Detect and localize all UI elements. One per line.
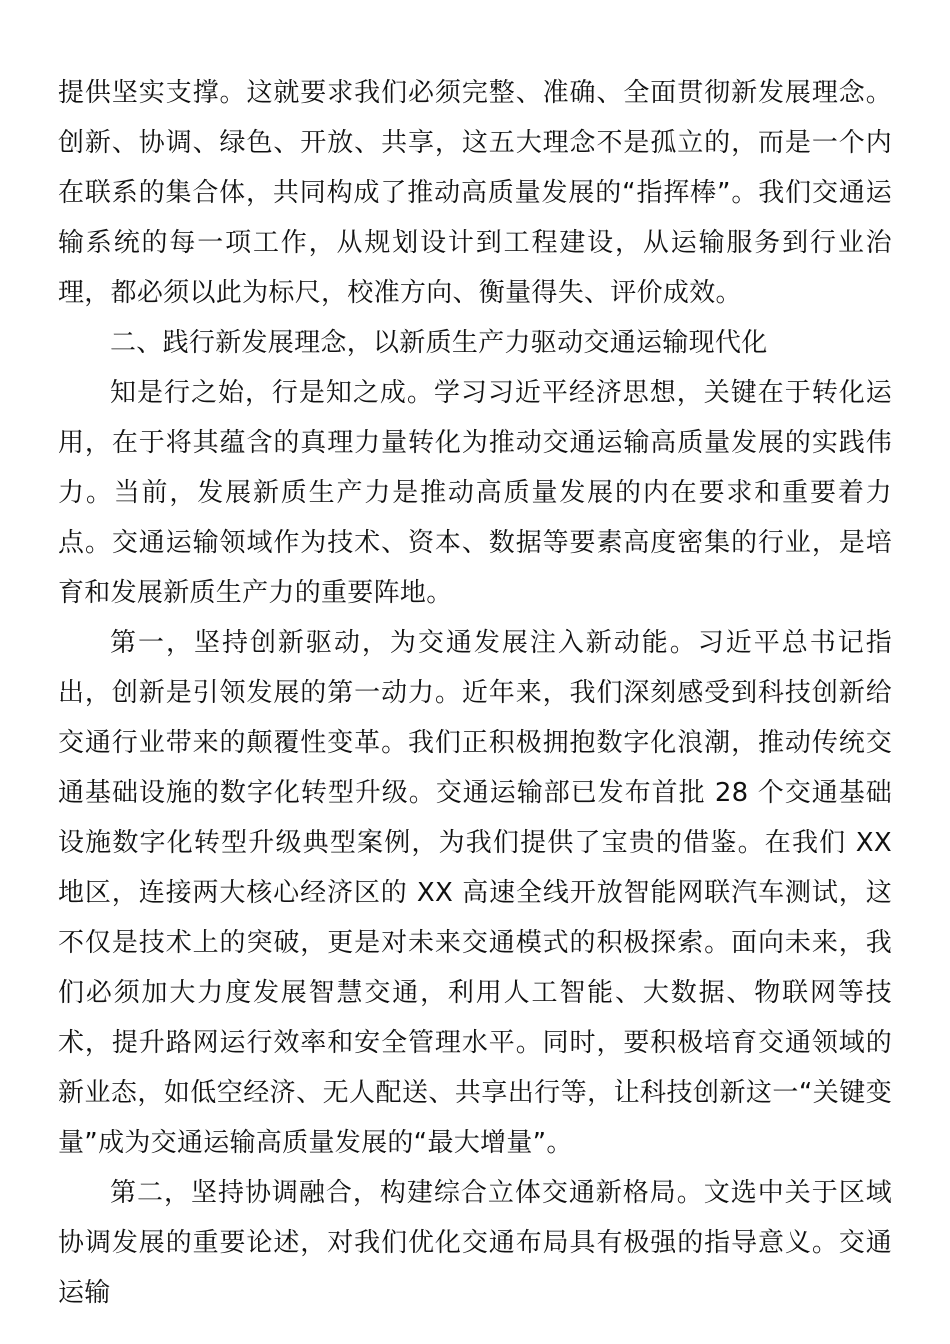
paragraph-3: 第一，坚持创新驱动，为交通发展注入新动能。习近平总书记指出，创新是引领发展的第一动力。近年来，我们深刻感受到科技创新给交通行业带来的颠覆性变革。我们正积极拥抱数字化浪潮，推动传统交通基础设施的数字化转型升级。交通运输部已发布首批 28 个交通基础设施数字化转型升级典型案例，为我们提供了宝贵的借鉴。在我们 XX 地区，连接两大核心经济区的 XX 高速全线开放智能网联汽车测试，这不仅是技术上的突破，更是对未来交通模式的积极探索。面向未来，我们必须加大力度发展智慧交通，利用人工智能、大数据、物联网等技术，提升路网运行效率和安全管理水平。同时，要积极培育交通领域的新业态，如低空经济、无人配送、共享出行等，让科技创新这一“关键变量”成为交通运输高质量发展的“最大增量”。 [58, 628, 892, 1158]
paragraph-1: 提供坚实支撑。这就要求我们必须完整、准确、全面贯彻新发展理念。创新、协调、绿色、开放、共享，这五大理念不是孤立的，而是一个内在联系的集合体，共同构成了推动高质量发展的“指挥棒”。我们交通运输系统的每一项工作，从规划设计到工程建设，从运输服务到行业治理，都必须以此为标尺，校准方向、衡量得失、评价成效。 [58, 78, 892, 308]
paragraph-4: 第二，坚持协调融合，构建综合立体交通新格局。文选中关于区域协调发展的重要论述，对我们优化交通布局具有极强的指导意义。交通运输 [58, 1178, 892, 1308]
document-page [58, 68, 892, 1318]
section-heading: 二、践行新发展理念，以新质生产力驱动交通运输现代化 [110, 328, 768, 358]
paragraph-2: 知是行之始，行是知之成。学习习近平经济思想，关键在于转化运用，在于将其蕴含的真理力量转化为推动交通运输高质量发展的实践伟力。当前，发展新质生产力是推动高质量发展的内在要求和重要着力点。交通运输领域作为技术、资本、数据等要素高度密集的行业，是培育和发展新质生产力的重要阵地。 [58, 378, 892, 608]
